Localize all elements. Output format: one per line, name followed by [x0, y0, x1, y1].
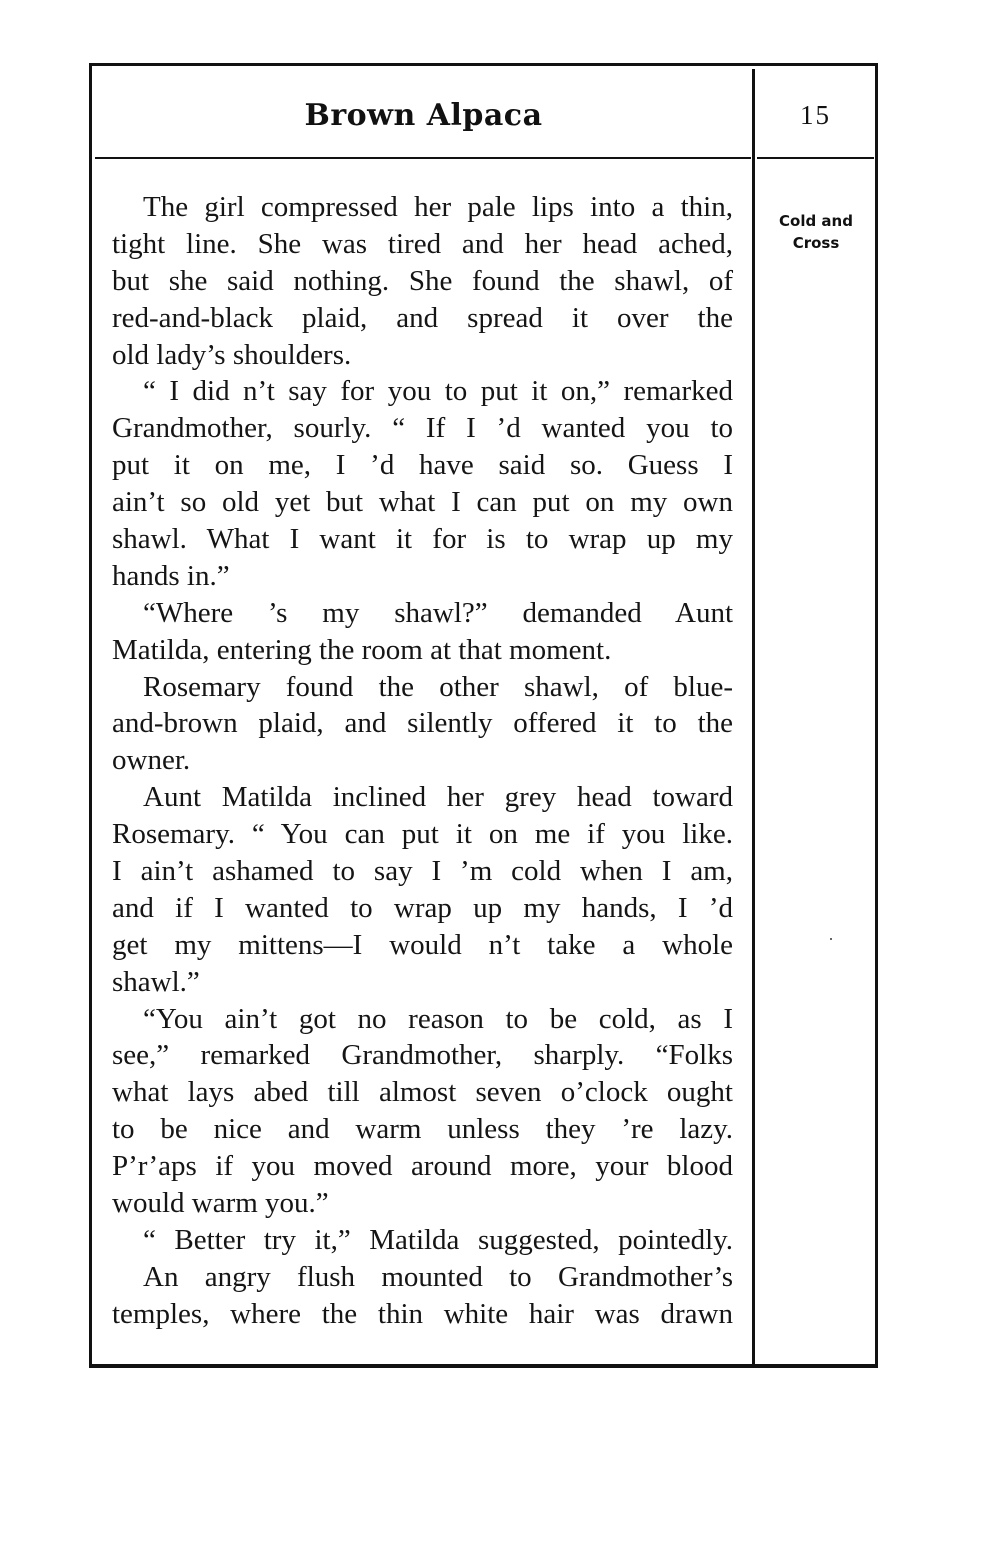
running-title: Brown Alpaca	[304, 98, 543, 133]
text-line: Rosemary found the other shawl, of blue-	[143, 670, 733, 703]
text-line: hands in.”	[112, 559, 230, 592]
print-speck	[830, 938, 832, 940]
text-line: P’r’aps if you moved around more, your blood	[112, 1150, 733, 1183]
text-line: “ Better try it,” Matilda suggested, pointedly.	[143, 1223, 733, 1256]
text-line: An angry flush mounted to Grandmother’s	[143, 1260, 733, 1293]
text-line: see,” remarked Grandmother, sharply. “Folks	[112, 1039, 733, 1072]
text-line: shawl. What I want it for is to wrap up my	[112, 523, 733, 556]
text-line: Aunt Matilda inclined her grey head toward	[143, 781, 733, 814]
text-line: Grandmother, sourly. “ If I ’d wanted you to	[112, 412, 733, 445]
text-line: The girl compressed her pale lips into a thin,	[143, 191, 733, 223]
header-rule-margin	[757, 157, 874, 159]
text-line: I ain’t ashamed to say I ’m cold when I am,	[112, 855, 733, 888]
text-line: to be nice and warm unless they ’re lazy.	[112, 1113, 733, 1146]
margin-note-line: Cold and	[779, 212, 853, 230]
text-line: what lays abed till almost seven o’clock ought	[112, 1076, 733, 1109]
text-line: put it on me, I ’d have said so. Guess I	[112, 449, 733, 482]
text-line: “Where ’s my shawl?” demanded Aunt	[143, 596, 733, 629]
margin-note-line: Cross	[792, 234, 840, 252]
body-text	[112, 189, 733, 1333]
text-line: owner.	[112, 744, 191, 777]
page-number: 15	[800, 100, 831, 130]
text-line: shawl.”	[112, 965, 200, 998]
text-line: get my mittens—I would n’t take a whole	[112, 928, 733, 961]
text-line: Rosemary. “ You can put it on me if you like.	[112, 818, 733, 851]
text-line: and-brown plaid, and silently offered it to the	[112, 707, 733, 740]
header-rule	[95, 157, 751, 159]
text-line: “ I did n’t say for you to put it on,” remarked	[143, 375, 733, 408]
text-line: tight line. She was tired and her head ached,	[112, 227, 733, 260]
text-line: and if I wanted to wrap up my hands, I ’d	[112, 891, 733, 924]
text-line: Matilda, entering the room at that moment.	[112, 633, 612, 666]
text-line: would warm you.”	[112, 1187, 329, 1220]
text-line: ain’t so old yet but what I can put on my own	[112, 486, 733, 519]
text-line: old lady’s shoulders.	[112, 338, 352, 371]
text-line: “You ain’t got no reason to be cold, as I	[143, 1002, 733, 1035]
text-line: but she said nothing. She found the shawl, of	[112, 264, 733, 297]
margin-column-rule	[752, 69, 755, 1364]
margin-note	[760, 210, 872, 254]
text-line: red-and-black plaid, and spread it over the	[112, 301, 733, 334]
text-line: temples, where the thin white hair was drawn	[112, 1297, 733, 1330]
